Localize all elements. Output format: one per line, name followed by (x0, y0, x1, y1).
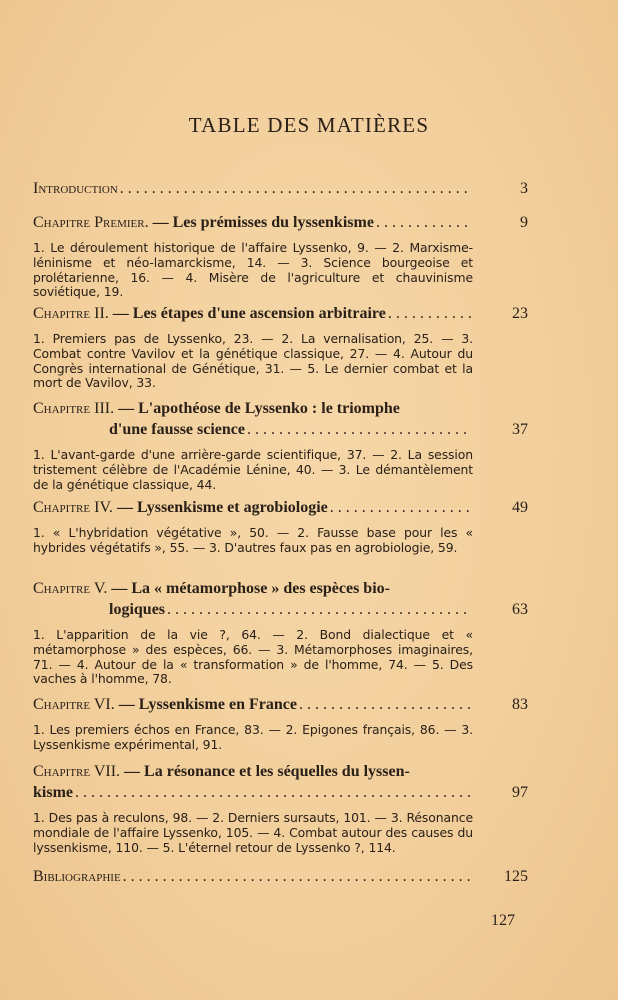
chapter-dash: — (152, 214, 169, 231)
chapter-title-line-2: kisme (33, 784, 73, 801)
toc-entry-chapter-2 (33, 303, 528, 391)
chapter-label: Chapitre IV. (33, 499, 113, 516)
chapter-dash: — (112, 305, 129, 322)
introduction-label: Introduction (33, 180, 118, 197)
chapter-label: Chapitre V. (33, 580, 108, 597)
chapter-heading-line-1 (33, 398, 513, 419)
chapter-dash: — (111, 580, 128, 597)
leader-dots (299, 694, 471, 715)
chapter-title-line-1: La « métamorphose » des espèces bio- (131, 580, 390, 597)
leader-dots (123, 866, 471, 887)
chapter-title-line-2: logiques (109, 601, 166, 618)
toc-entry-chapter-6 (33, 694, 528, 753)
chapter-page: 49 (512, 499, 528, 516)
toc-entry-chapter-1 (33, 212, 528, 300)
chapter-title-line-2: d'une fausse science (109, 421, 245, 438)
chapter-heading-line-1 (33, 578, 513, 599)
toc-entry-chapter-5 (33, 578, 528, 687)
chapter-summary: 1. Le déroulement historique de l'affaire Lyssenko, 9. — 2. Marxisme-léninisme et néo-lamarckisme, 14. — 3. Science bourgeoise et prolétarienne, 16. — 4. Misère de l'agriculture et chauvinisme soviétique, 19. (33, 240, 473, 300)
chapter-title: Lyssenkisme en France (138, 696, 297, 713)
chapter-title: Les prémisses du lyssenkisme (172, 214, 374, 231)
toc-entry-chapter-4 (33, 497, 528, 556)
chapter-title: Lyssenkisme et agrobiologie (136, 499, 328, 516)
chapter-title: Les étapes d'une ascension arbitraire (132, 305, 386, 322)
chapter-title-line-1: La résonance et les séquelles du lyssen- (144, 763, 410, 780)
chapter-page: 63 (512, 601, 528, 618)
chapter-label: Chapitre VII. (33, 763, 121, 780)
toc-entry-chapter-7 (33, 761, 528, 855)
chapter-dash: — (118, 696, 135, 713)
chapter-page: 23 (512, 305, 528, 322)
chapter-label: Chapitre Premier. (33, 214, 149, 231)
leader-dots (167, 599, 471, 620)
introduction-page: 3 (520, 180, 528, 197)
leader-dots (75, 782, 471, 803)
chapter-title-line-1: L'apothéose de Lyssenko : le triomphe (138, 400, 400, 417)
leader-dots (388, 303, 471, 324)
page-title: TABLE DES MATIÈRES (188, 113, 430, 137)
chapter-summary: 1. L'avant-garde d'une arrière-garde scientifique, 37. — 2. La session tristement célèbre de l'Académie Lénine, 40. — 3. Le démantèlement de la génétique classique, 44. (33, 447, 473, 492)
leader-dots (330, 497, 471, 518)
bibliography-page: 125 (504, 868, 528, 885)
chapter-dash: — (124, 763, 141, 780)
toc-entry-chapter-3 (33, 398, 528, 492)
chapter-heading-line-1 (33, 761, 513, 782)
chapter-summary: 1. Des pas à reculons, 98. — 2. Derniers sursauts, 101. — 3. Résonance mondiale de l'affaire Lyssenko, 105. — 4. Combat autour des causes du lyssenkisme, 110. — 5. L'éternel retour de Lyssenko ?, 114. (33, 810, 473, 855)
chapter-page: 37 (512, 421, 528, 438)
leader-dots (247, 419, 471, 440)
chapter-summary: 1. Les premiers échos en France, 83. — 2. Epigones français, 86. — 3. Lyssenkisme expérimental, 91. (33, 722, 473, 752)
chapter-dash: — (118, 400, 135, 417)
chapter-label: Chapitre III. (33, 400, 115, 417)
chapter-page: 83 (512, 696, 528, 713)
chapter-summary: 1. Premiers pas de Lyssenko, 23. — 2. La vernalisation, 25. — 3. Combat contre Vavilov et la génétique classique, 27. — 4. Autour du Congrès international de Génétique, 31. — 5. Le dernier combat et la mort de Vavilov, 33. (33, 331, 473, 391)
chapter-summary: 1. « L'hybridation végétative », 50. — 2. Fausse base pour les « hybrides végétatifs », 55. — 3. D'autres faux pas en agrobiologie, 59. (33, 525, 473, 555)
toc-entry-introduction (33, 178, 528, 199)
bibliography-label: Bibliographie (33, 868, 121, 885)
toc-entry-bibliography (33, 866, 528, 887)
chapter-label: Chapitre II. (33, 305, 109, 322)
chapter-summary: 1. L'apparition de la vie ?, 64. — 2. Bond dialectique et « métamorphose » des espèces, 66. — 3. Métamorphoses imaginaires, 71. — 4. Autour de la « transformation » de l'homme, 74. — 5. Des vaches à l'homme, 78. (33, 627, 473, 687)
chapter-label: Chapitre VI. (33, 696, 115, 713)
chapter-page: 9 (520, 214, 528, 231)
chapter-dash: — (116, 499, 133, 516)
leader-dots (120, 178, 471, 199)
chapter-page: 97 (512, 784, 528, 801)
leader-dots (376, 212, 471, 233)
page-number: 127 (491, 912, 515, 929)
